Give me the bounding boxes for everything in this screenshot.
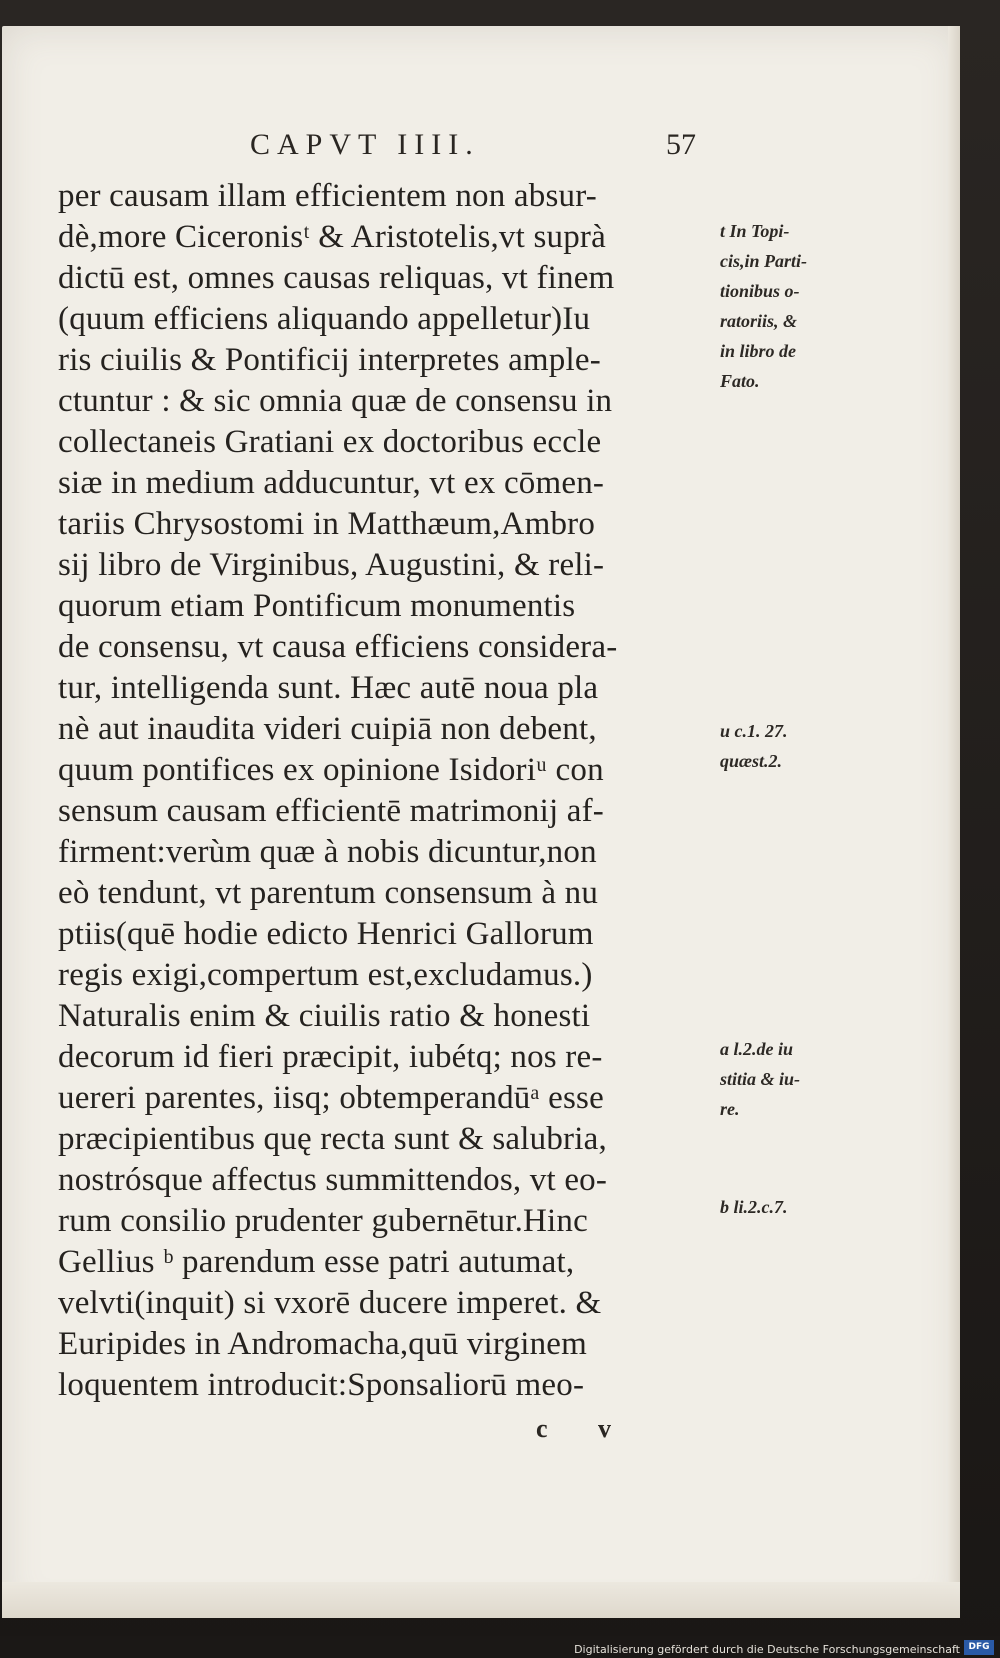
text-line: Naturalis enim & ciuilis ratio & honesti [58, 998, 591, 1034]
page-number: 57 [666, 128, 696, 161]
margin-note-line: t In Topi- [720, 221, 790, 241]
margin-note-line: quæst.2. [720, 751, 783, 771]
text-line: præcipientibus quę recta sunt & salubria, [58, 1121, 607, 1157]
text-line: sij libro de Virginibus, Augustini, & reli- [58, 547, 605, 583]
text-line: tur, intelligenda sunt. Hæc autē noua pla [58, 670, 599, 706]
margin-note-t [720, 216, 807, 396]
running-title: CAPVT IIII. [250, 128, 480, 161]
margin-note-line: stitia & iu- [720, 1069, 801, 1089]
text-line: firment:verùm quæ à nobis dicuntur,non [58, 834, 597, 870]
text-line: nè aut inaudita videri cuipiā non debent, [58, 711, 597, 747]
text-line: ris ciuilis & Pontificij interpretes ample- [58, 342, 601, 378]
text-line: dictū est, omnes causas reliquas, vt finem [58, 260, 615, 296]
page-bottom-edge [2, 1582, 960, 1618]
margin-note-line: u c.1. 27. [720, 721, 788, 741]
margin-note-line: Fato. [720, 371, 760, 391]
text-line: Euripides in Andromacha,quū virginem [58, 1326, 587, 1362]
margin-note-line: cis,in Parti- [720, 251, 808, 271]
text-line: collectaneis Gratiani ex doctoribus eccle [58, 424, 602, 460]
text-line: regis exigi,compertum est,excludamus.) [58, 957, 593, 993]
text-line: rum consilio prudenter gubernētur.Hinc [58, 1203, 588, 1239]
margin-note-line: tionibus o- [720, 281, 800, 301]
book-page [2, 26, 960, 1618]
text-line: nostrósque affectus summittendos, vt eo- [58, 1162, 608, 1198]
margin-note-a [720, 1034, 800, 1124]
margin-note-line: b li.2.c.7. [720, 1197, 788, 1217]
text-line: ptiis(quē hodie edicto Henrici Gallorum [58, 916, 594, 952]
text-line: velvti(inquit) si vxorē ducere imperet. & [58, 1285, 602, 1321]
body-text [58, 176, 718, 1406]
page-edge [948, 26, 960, 1618]
text-line: per causam illam efficientem non absur- [58, 178, 597, 214]
catchword: c v [536, 1414, 634, 1443]
page-header [2, 106, 960, 166]
margin-note-u [720, 716, 788, 776]
margin-note-b [720, 1192, 788, 1222]
dfg-logo: DFG [964, 1640, 994, 1655]
text-line: sensum causam efficientē matrimonij af- [58, 793, 604, 829]
text-line: tariis Chrysostomi in Matthæum,Ambro [58, 506, 596, 542]
footer-bar [0, 1636, 1000, 1658]
text-line: Gellius ᵇ parendum esse patri autumat, [58, 1244, 575, 1280]
text-line: eò tendunt, vt parentum consensum à nu [58, 875, 599, 911]
digitization-credit: Digitalisierung gefördert durch die Deutsche Forschungsgemeinschaft [574, 1643, 960, 1656]
margin-note-line: ratoriis, & [720, 311, 798, 331]
text-line: loquentem introducit:Sponsaliorū meo- [58, 1367, 585, 1403]
text-line: decorum id fieri præcipit, iubétq; nos re- [58, 1039, 603, 1075]
text-line: uereri parentes, iisq; obtemperandūᵃ esse [58, 1080, 604, 1116]
text-line: quorum etiam Pontificum monumentis [58, 588, 576, 624]
text-line: (quum efficiens aliquando appelletur)Iu [58, 301, 591, 337]
text-line: siæ in medium adducuntur, vt ex cōmen- [58, 465, 605, 501]
text-line: quum pontifices ex opinione Isidoriᵘ con [58, 752, 604, 788]
margin-note-line: in libro de [720, 341, 797, 361]
text-line: de consensu, vt causa efficiens considera- [58, 629, 618, 665]
text-line: ctuntur : & sic omnia quæ de consensu in [58, 383, 613, 419]
margin-note-line: re. [720, 1099, 740, 1119]
text-line: dè,more Ciceronisᵗ & Aristotelis,vt suprà [58, 219, 606, 255]
margin-note-line: a l.2.de iu [720, 1039, 794, 1059]
